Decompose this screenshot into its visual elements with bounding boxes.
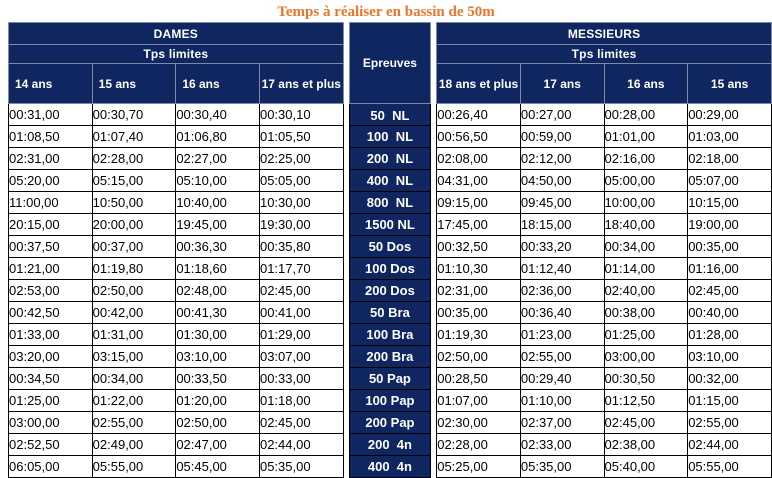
messieurs-time-cell: 17:45,00 (437, 214, 521, 236)
event-cell: 100 Bra (349, 324, 431, 346)
dames-time-cell: 03:10,00 (176, 346, 260, 368)
messieurs-time-cell: 02:28,00 (437, 434, 521, 456)
messieurs-time-cell: 02:50,00 (437, 346, 521, 368)
table-row (9, 346, 772, 368)
table-row (9, 302, 772, 324)
dames-age-header: 15 ans (92, 64, 176, 104)
messieurs-time-cell: 02:45,00 (688, 280, 772, 302)
messieurs-age-header: 15 ans (688, 64, 772, 104)
table-row (9, 324, 772, 346)
dames-time-cell: 05:55,00 (92, 456, 176, 478)
table-row (9, 390, 772, 412)
messieurs-time-cell: 09:45,00 (520, 192, 604, 214)
messieurs-time-cell: 01:12,40 (520, 258, 604, 280)
messieurs-time-cell: 00:32,50 (437, 236, 521, 258)
table-row (9, 368, 772, 390)
event-cell: 200 NL (349, 148, 431, 170)
messieurs-time-cell: 04:50,00 (520, 170, 604, 192)
dames-time-cell: 02:28,00 (92, 148, 176, 170)
dames-time-cell: 00:30,40 (176, 104, 260, 126)
dames-age-header: 17 ans et plus (259, 64, 343, 104)
event-cell: 50 Dos (349, 236, 431, 258)
dames-time-cell: 02:49,00 (92, 434, 176, 456)
table-row (9, 104, 772, 126)
dames-time-cell: 02:53,00 (9, 280, 93, 302)
table-row (9, 434, 772, 456)
dames-time-cell: 11:00,00 (9, 192, 93, 214)
dames-time-cell: 20:15,00 (9, 214, 93, 236)
dames-time-cell: 02:47,00 (176, 434, 260, 456)
dames-time-cell: 01:20,00 (176, 390, 260, 412)
messieurs-time-cell: 02:12,00 (520, 148, 604, 170)
dames-time-cell: 05:05,00 (259, 170, 343, 192)
messieurs-time-cell: 18:15,00 (520, 214, 604, 236)
dames-time-cell: 01:33,00 (9, 324, 93, 346)
messieurs-time-cell: 00:33,20 (520, 236, 604, 258)
event-cell: 100 NL (349, 126, 431, 148)
dames-time-cell: 01:31,00 (92, 324, 176, 346)
event-cell: 400 NL (349, 170, 431, 192)
event-cell: 50 Bra (349, 302, 431, 324)
dames-time-cell: 00:37,50 (9, 236, 93, 258)
dames-time-cell: 01:17,70 (259, 258, 343, 280)
dames-header: DAMES (9, 23, 344, 45)
dames-time-cell: 02:50,00 (92, 280, 176, 302)
messieurs-time-cell: 18:40,00 (604, 214, 688, 236)
messieurs-age-header: 16 ans (604, 64, 688, 104)
messieurs-time-cell: 02:55,00 (688, 412, 772, 434)
dames-time-cell: 03:20,00 (9, 346, 93, 368)
page-title: Temps à réaliser en bassin de 50m (277, 4, 495, 20)
messieurs-time-cell: 03:00,00 (604, 346, 688, 368)
event-cell: 400 4n (349, 456, 431, 478)
dames-time-cell: 01:07,40 (92, 126, 176, 148)
messieurs-time-cell: 05:55,00 (688, 456, 772, 478)
messieurs-time-cell: 00:35,00 (437, 302, 521, 324)
event-cell: 50 NL (349, 104, 431, 126)
dames-time-cell: 01:30,00 (176, 324, 260, 346)
dames-time-cell: 02:48,00 (176, 280, 260, 302)
dames-time-cell: 02:25,00 (259, 148, 343, 170)
dames-time-cell: 01:18,00 (259, 390, 343, 412)
dames-time-cell: 10:50,00 (92, 192, 176, 214)
dames-time-cell: 02:45,00 (259, 280, 343, 302)
dames-time-cell: 02:52,50 (9, 434, 93, 456)
dames-time-cell: 00:41,30 (176, 302, 260, 324)
messieurs-time-cell: 00:29,00 (688, 104, 772, 126)
messieurs-time-cell: 01:14,00 (604, 258, 688, 280)
dames-time-cell: 01:19,80 (92, 258, 176, 280)
dames-time-cell: 00:31,00 (9, 104, 93, 126)
event-cell: 200 Pap (349, 412, 431, 434)
dames-time-cell: 05:15,00 (92, 170, 176, 192)
table-row (9, 192, 772, 214)
dames-time-cell: 00:30,70 (92, 104, 176, 126)
messieurs-time-cell: 00:35,00 (688, 236, 772, 258)
messieurs-time-cell: 02:40,00 (604, 280, 688, 302)
dames-time-cell: 00:33,00 (259, 368, 343, 390)
messieurs-time-cell: 04:31,00 (437, 170, 521, 192)
table-row (9, 456, 772, 478)
table-row (9, 214, 772, 236)
messieurs-time-cell: 01:15,00 (688, 390, 772, 412)
dames-time-cell: 00:36,30 (176, 236, 260, 258)
dames-time-cell: 02:50,00 (176, 412, 260, 434)
event-cell: 200 4n (349, 434, 431, 456)
table-row (9, 236, 772, 258)
dames-time-cell: 01:05,50 (259, 126, 343, 148)
dames-time-cell: 10:30,00 (259, 192, 343, 214)
dames-age-header: 16 ans (176, 64, 260, 104)
dames-age-header: 14 ans (9, 64, 93, 104)
messieurs-time-cell: 02:55,00 (520, 346, 604, 368)
dames-time-cell: 19:30,00 (259, 214, 343, 236)
messieurs-time-cell: 05:40,00 (604, 456, 688, 478)
dames-time-cell: 03:15,00 (92, 346, 176, 368)
messieurs-time-cell: 00:34,00 (604, 236, 688, 258)
messieurs-time-cell: 02:44,00 (688, 434, 772, 456)
event-cell: 200 Bra (349, 346, 431, 368)
table-row (9, 170, 772, 192)
event-cell: 100 Pap (349, 390, 431, 412)
dames-time-cell: 05:20,00 (9, 170, 93, 192)
dames-time-cell: 01:08,50 (9, 126, 93, 148)
table-row (9, 280, 772, 302)
dames-time-cell: 00:37,00 (92, 236, 176, 258)
dames-time-cell: 02:27,00 (176, 148, 260, 170)
messieurs-time-cell: 19:00,00 (688, 214, 772, 236)
messieurs-time-cell: 05:00,00 (604, 170, 688, 192)
messieurs-time-cell: 00:28,50 (437, 368, 521, 390)
messieurs-time-cell: 03:10,00 (688, 346, 772, 368)
dames-time-cell: 00:42,50 (9, 302, 93, 324)
messieurs-time-cell: 01:12,50 (604, 390, 688, 412)
dames-subheader: Tps limites (9, 45, 344, 64)
dames-time-cell: 00:41,00 (259, 302, 343, 324)
table-row (9, 258, 772, 280)
messieurs-time-cell: 00:59,00 (520, 126, 604, 148)
messieurs-time-cell: 02:31,00 (437, 280, 521, 302)
messieurs-time-cell: 02:08,00 (437, 148, 521, 170)
messieurs-time-cell: 02:16,00 (604, 148, 688, 170)
messieurs-header: MESSIEURS (437, 23, 772, 45)
dames-time-cell: 10:40,00 (176, 192, 260, 214)
times-table (8, 22, 772, 478)
dames-time-cell: 00:34,50 (9, 368, 93, 390)
event-cell: 1500 NL (349, 214, 431, 236)
messieurs-time-cell: 01:01,00 (604, 126, 688, 148)
messieurs-time-cell: 02:36,00 (520, 280, 604, 302)
dames-time-cell: 01:22,00 (92, 390, 176, 412)
messieurs-time-cell: 01:07,00 (437, 390, 521, 412)
messieurs-time-cell: 02:37,00 (520, 412, 604, 434)
messieurs-age-header: 18 ans et plus (437, 64, 521, 104)
messieurs-time-cell: 00:36,40 (520, 302, 604, 324)
messieurs-time-cell: 02:30,00 (437, 412, 521, 434)
event-cell: 50 Pap (349, 368, 431, 390)
dames-time-cell: 01:25,00 (9, 390, 93, 412)
messieurs-time-cell: 00:40,00 (688, 302, 772, 324)
messieurs-time-cell: 09:15,00 (437, 192, 521, 214)
dames-time-cell: 19:45,00 (176, 214, 260, 236)
dames-time-cell: 03:00,00 (9, 412, 93, 434)
messieurs-time-cell: 10:15,00 (688, 192, 772, 214)
messieurs-time-cell: 00:27,00 (520, 104, 604, 126)
messieurs-time-cell: 02:45,00 (604, 412, 688, 434)
messieurs-time-cell: 05:25,00 (437, 456, 521, 478)
table-row (9, 126, 772, 148)
event-cell: 100 Dos (349, 258, 431, 280)
dames-time-cell: 00:33,50 (176, 368, 260, 390)
messieurs-time-cell: 05:35,00 (520, 456, 604, 478)
dames-time-cell: 01:29,00 (259, 324, 343, 346)
dames-time-cell: 03:07,00 (259, 346, 343, 368)
messieurs-time-cell: 01:10,00 (520, 390, 604, 412)
messieurs-time-cell: 00:32,00 (688, 368, 772, 390)
dames-time-cell: 00:34,00 (92, 368, 176, 390)
messieurs-time-cell: 01:10,30 (437, 258, 521, 280)
dames-time-cell: 20:00,00 (92, 214, 176, 236)
messieurs-time-cell: 10:00,00 (604, 192, 688, 214)
event-cell: 800 NL (349, 192, 431, 214)
messieurs-subheader: Tps limites (437, 45, 772, 64)
dames-time-cell: 05:35,00 (259, 456, 343, 478)
messieurs-time-cell: 00:38,00 (604, 302, 688, 324)
messieurs-age-header: 17 ans (520, 64, 604, 104)
messieurs-time-cell: 01:16,00 (688, 258, 772, 280)
dames-time-cell: 00:35,80 (259, 236, 343, 258)
table-row (9, 148, 772, 170)
messieurs-time-cell: 01:23,00 (520, 324, 604, 346)
dames-time-cell: 02:45,00 (259, 412, 343, 434)
messieurs-time-cell: 02:18,00 (688, 148, 772, 170)
dames-time-cell: 05:45,00 (176, 456, 260, 478)
messieurs-time-cell: 00:28,00 (604, 104, 688, 126)
events-header: Epreuves (349, 23, 431, 104)
messieurs-time-cell: 00:26,40 (437, 104, 521, 126)
messieurs-time-cell: 05:07,00 (688, 170, 772, 192)
messieurs-time-cell: 01:03,00 (688, 126, 772, 148)
dames-time-cell: 02:55,00 (92, 412, 176, 434)
messieurs-time-cell: 01:19,30 (437, 324, 521, 346)
messieurs-time-cell: 01:25,00 (604, 324, 688, 346)
dames-time-cell: 05:10,00 (176, 170, 260, 192)
dames-time-cell: 02:31,00 (9, 148, 93, 170)
table-row (9, 412, 772, 434)
dames-time-cell: 00:30,10 (259, 104, 343, 126)
messieurs-time-cell: 01:28,00 (688, 324, 772, 346)
messieurs-time-cell: 00:29,40 (520, 368, 604, 390)
messieurs-time-cell: 00:30,50 (604, 368, 688, 390)
dames-time-cell: 00:42,00 (92, 302, 176, 324)
dames-time-cell: 01:21,00 (9, 258, 93, 280)
event-cell: 200 Dos (349, 280, 431, 302)
dames-time-cell: 02:44,00 (259, 434, 343, 456)
dames-time-cell: 06:05,00 (9, 456, 93, 478)
messieurs-time-cell: 02:33,00 (520, 434, 604, 456)
dames-time-cell: 01:18,60 (176, 258, 260, 280)
dames-time-cell: 01:06,80 (176, 126, 260, 148)
messieurs-time-cell: 02:38,00 (604, 434, 688, 456)
messieurs-time-cell: 00:56,50 (437, 126, 521, 148)
